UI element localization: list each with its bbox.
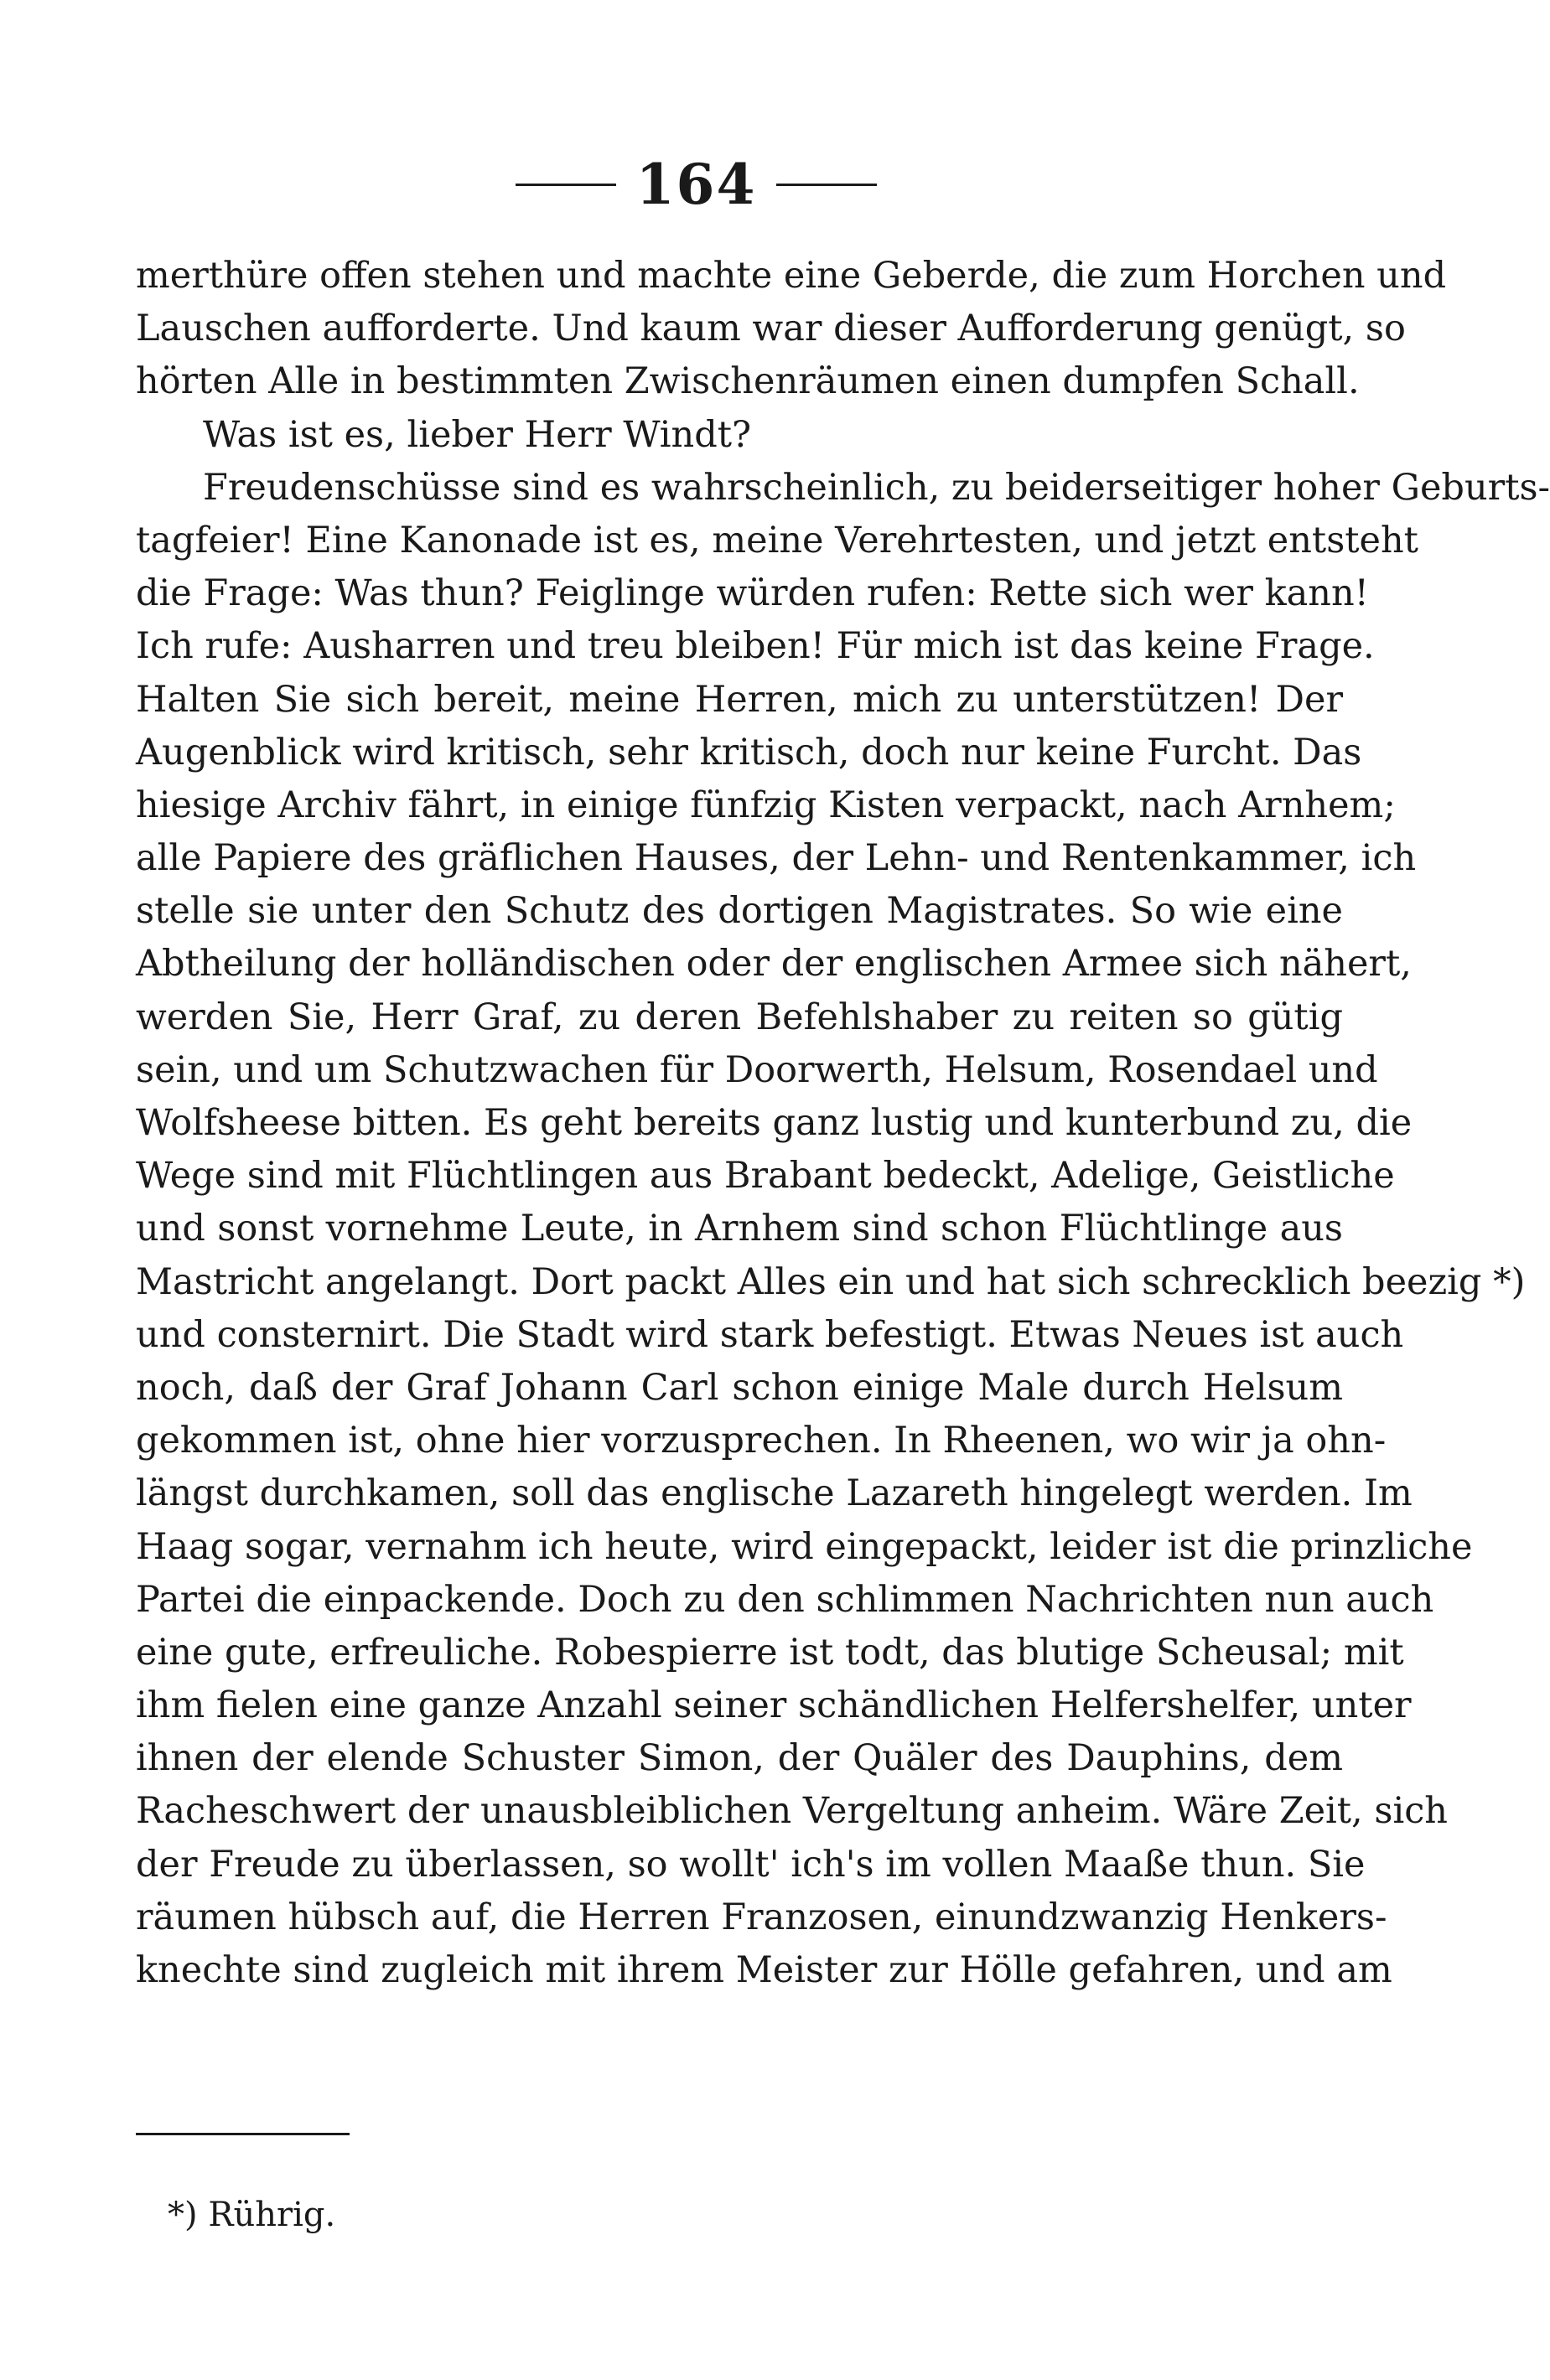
text-line: ihm fielen eine ganze Anzahl seiner schändlichen Helfershelfer, unter — [136, 1684, 1412, 1727]
text-line: sein, und um Schutzwachen für Doorwerth, Helsum, Rosendael und — [136, 1048, 1378, 1091]
text-line: Was ist es, lieber Herr Windt? — [203, 413, 752, 456]
text-line: und sonst vornehme Leute, in Arnhem sind schon Flüchtlinge aus — [136, 1208, 1343, 1250]
text-line: Freudenschüsse sind es wahrscheinlich, zu beiderseitiger hoher Geburts- — [203, 466, 1550, 509]
text-line: alle Papiere des gräflichen Hauses, der Lehn- und Rentenkammer, ich — [136, 837, 1417, 880]
text-line: werden Sie, Herr Graf, zu deren Befehlshaber zu reiten so gütig — [136, 996, 1343, 1038]
text-line: der Freude zu überlassen, so wollt' ich's im vollen Maaße thun. Sie — [136, 1843, 1366, 1886]
text-line: Halten Sie sich bereit, meine Herren, mich zu unterstützen! Der — [136, 678, 1343, 721]
header-rule-right — [776, 184, 877, 186]
page-number: 164 — [635, 152, 757, 217]
text-line: Haag sogar, vernahm ich heute, wird eingepackt, leider ist die prinzliche — [136, 1525, 1473, 1568]
page-header — [0, 151, 1392, 218]
text-line: Wolfsheese bitten. Es geht bereits ganz lustig und kunterbund zu, die — [136, 1102, 1413, 1144]
text-line: gekommen ist, ohne hier vorzusprechen. In Rheenen, wo wir ja ohn- — [136, 1420, 1387, 1462]
footnote: *) Rührig. — [168, 2196, 336, 2234]
text-line: und consternirt. Die Stadt wird stark befestigt. Etwas Neues ist auch — [136, 1313, 1404, 1356]
text-line: Abtheilung der holländischen oder der englischen Armee sich nähert, — [136, 943, 1412, 986]
text-line: Racheschwert der unausbleiblichen Vergeltung anheim. Wäre Zeit, sich — [136, 1790, 1448, 1833]
text-line: hörten Alle in bestimmten Zwischenräumen einen dumpfen Schall. — [136, 360, 1360, 403]
text-line: Ich rufe: Ausharren und treu bleiben! Für mich ist das keine Frage. — [136, 625, 1375, 668]
text-line: hiesige Archiv fährt, in einige fünfzig Kisten verpackt, nach Arnhem; — [136, 784, 1396, 826]
text-line: Mastricht angelangt. Dort packt Alles ein und hat sich schrecklich beezig *) — [136, 1260, 1526, 1303]
body-text — [136, 250, 1550, 1997]
text-line: noch, daß der Graf Johann Carl schon einige Male durch Helsum — [136, 1366, 1343, 1409]
text-line: ihnen der elende Schuster Simon, der Quäler des Dauphins, dem — [136, 1737, 1343, 1780]
text-line: Partei die einpackende. Doch zu den schlimmen Nachrichten nun auch — [136, 1578, 1434, 1621]
text-line: Augenblick wird kritisch, sehr kritisch, doch nur keine Furcht. Das — [136, 731, 1362, 774]
footnote-rule — [136, 2133, 350, 2135]
text-line: knechte sind zugleich mit ihrem Meister zur Hölle gefahren, und am — [136, 1949, 1392, 1991]
header-rule-left — [516, 184, 616, 186]
text-line: merthüre offen stehen und machte eine Geberde, die zum Horchen und — [136, 255, 1447, 297]
text-line: räumen hübsch auf, die Herren Franzosen, einundzwanzig Henkers- — [136, 1896, 1387, 1938]
text-line: eine gute, erfreuliche. Robespierre ist todt, das blutige Scheusal; mit — [136, 1631, 1404, 1674]
text-line: stelle sie unter den Schutz des dortigen Magistrates. So wie eine — [136, 890, 1343, 933]
text-line: die Frage: Was thun? Feiglinge würden rufen: Rette sich wer kann! — [136, 572, 1369, 615]
text-line: tagfeier! Eine Kanonade ist es, meine Verehrtesten, und jetzt entsteht — [136, 519, 1418, 561]
text-line: Lauschen aufforderte. Und kaum war dieser Aufforderung genügt, so — [136, 308, 1406, 350]
text-line: längst durchkamen, soll das englische Lazareth hingelegt werden. Im — [136, 1472, 1413, 1515]
text-line: Wege sind mit Flüchtlingen aus Brabant bedeckt, Adelige, Geistliche — [136, 1155, 1395, 1198]
